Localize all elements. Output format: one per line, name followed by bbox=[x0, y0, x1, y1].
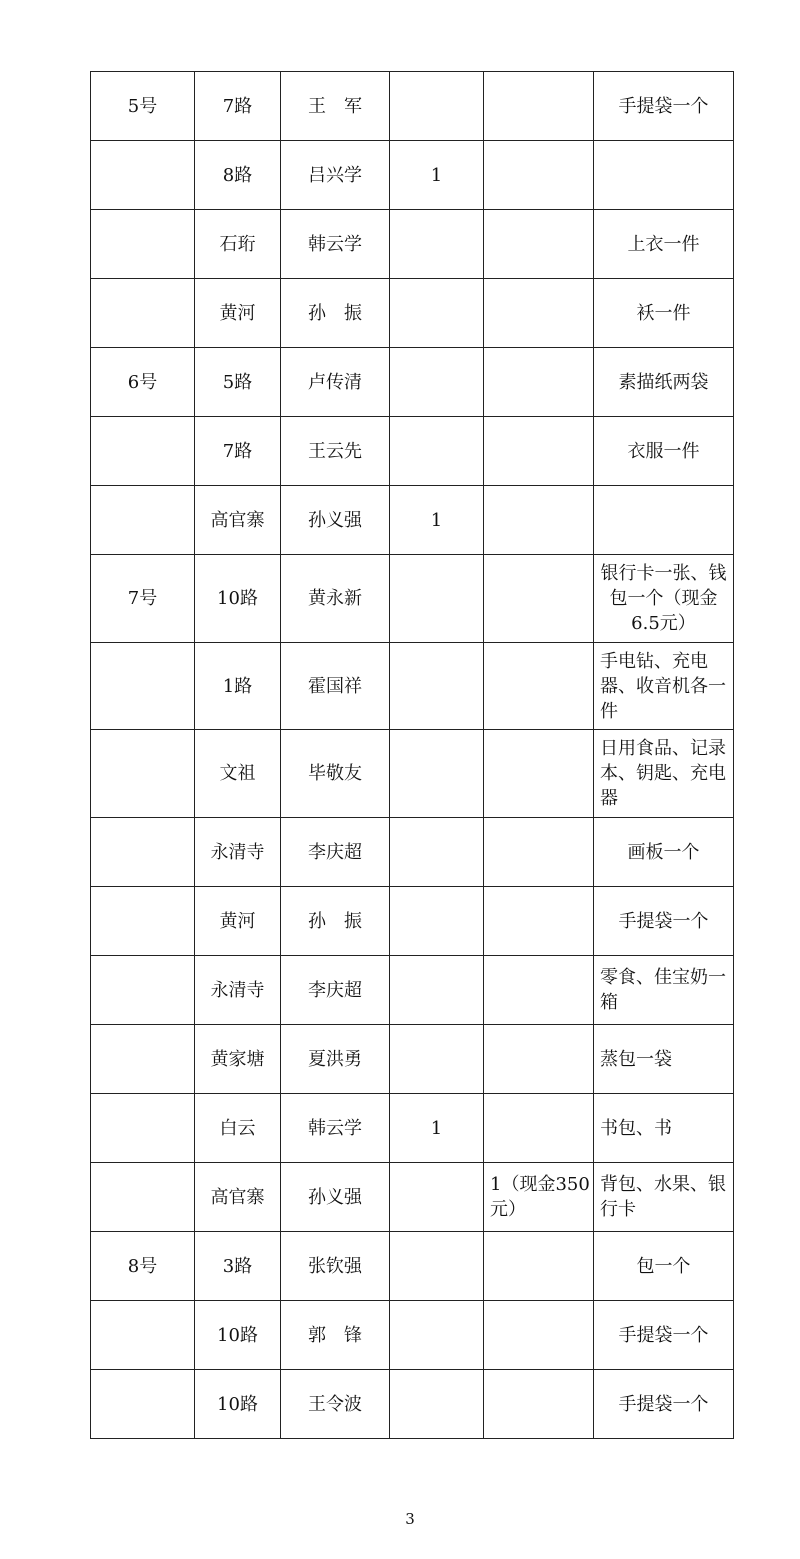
route-cell: 永清寺 bbox=[195, 956, 281, 1025]
route-cell: 5路 bbox=[195, 348, 281, 417]
cash-cell: 1（现金350元） bbox=[484, 1163, 594, 1232]
count-cell: 1 bbox=[390, 141, 484, 210]
count-cell bbox=[390, 417, 484, 486]
route-cell: 文祖 bbox=[195, 730, 281, 818]
item-cell: 背包、水果、银行卡 bbox=[594, 1163, 734, 1232]
table-row bbox=[91, 887, 734, 956]
name-cell: 郭 锋 bbox=[281, 1301, 390, 1370]
date-cell: 6号 bbox=[91, 348, 195, 417]
date-cell bbox=[91, 1025, 195, 1094]
table-row bbox=[91, 417, 734, 486]
item-cell: 画板一个 bbox=[594, 818, 734, 887]
table-row bbox=[91, 72, 734, 141]
table-row bbox=[91, 1094, 734, 1163]
route-cell: 白云 bbox=[195, 1094, 281, 1163]
route-cell: 黄河 bbox=[195, 887, 281, 956]
count-cell: 1 bbox=[390, 1094, 484, 1163]
count-cell bbox=[390, 1232, 484, 1301]
cash-cell bbox=[484, 141, 594, 210]
table-row bbox=[91, 279, 734, 348]
cash-cell bbox=[484, 555, 594, 643]
item-cell: 书包、书 bbox=[594, 1094, 734, 1163]
lost-and-found-table bbox=[90, 71, 734, 1439]
date-cell bbox=[91, 818, 195, 887]
name-cell: 夏洪勇 bbox=[281, 1025, 390, 1094]
date-cell: 5号 bbox=[91, 72, 195, 141]
date-cell bbox=[91, 141, 195, 210]
table-row bbox=[91, 1163, 734, 1232]
route-cell: 1路 bbox=[195, 643, 281, 730]
name-cell: 吕兴学 bbox=[281, 141, 390, 210]
route-cell: 10路 bbox=[195, 1370, 281, 1439]
count-cell bbox=[390, 818, 484, 887]
item-cell: 衣服一件 bbox=[594, 417, 734, 486]
item-cell: 手提袋一个 bbox=[594, 1370, 734, 1439]
name-cell: 王云先 bbox=[281, 417, 390, 486]
table-row bbox=[91, 141, 734, 210]
date-cell bbox=[91, 1094, 195, 1163]
cash-cell bbox=[484, 1232, 594, 1301]
count-cell bbox=[390, 1370, 484, 1439]
route-cell: 高官寨 bbox=[195, 1163, 281, 1232]
cash-cell bbox=[484, 1370, 594, 1439]
item-cell bbox=[594, 141, 734, 210]
date-cell bbox=[91, 730, 195, 818]
count-cell bbox=[390, 956, 484, 1025]
name-cell: 毕敬友 bbox=[281, 730, 390, 818]
date-cell bbox=[91, 887, 195, 956]
table-row bbox=[91, 1232, 734, 1301]
date-cell: 8号 bbox=[91, 1232, 195, 1301]
route-cell: 7路 bbox=[195, 72, 281, 141]
cash-cell bbox=[484, 643, 594, 730]
item-cell: 手提袋一个 bbox=[594, 72, 734, 141]
name-cell: 王令波 bbox=[281, 1370, 390, 1439]
name-cell: 孙 振 bbox=[281, 887, 390, 956]
cash-cell bbox=[484, 956, 594, 1025]
table-row bbox=[91, 555, 734, 643]
route-cell: 10路 bbox=[195, 555, 281, 643]
count-cell bbox=[390, 1025, 484, 1094]
name-cell: 韩云学 bbox=[281, 210, 390, 279]
item-cell: 零食、佳宝奶一箱 bbox=[594, 956, 734, 1025]
count-cell bbox=[390, 348, 484, 417]
count-cell bbox=[390, 730, 484, 818]
route-cell: 高官寨 bbox=[195, 486, 281, 555]
date-cell bbox=[91, 643, 195, 730]
cash-cell bbox=[484, 1301, 594, 1370]
date-cell: 7号 bbox=[91, 555, 195, 643]
name-cell: 孙义强 bbox=[281, 1163, 390, 1232]
name-cell: 黄永新 bbox=[281, 555, 390, 643]
item-cell: 包一个 bbox=[594, 1232, 734, 1301]
cash-cell bbox=[484, 1094, 594, 1163]
cash-cell bbox=[484, 818, 594, 887]
route-cell: 黄河 bbox=[195, 279, 281, 348]
date-cell bbox=[91, 956, 195, 1025]
route-cell: 3路 bbox=[195, 1232, 281, 1301]
table-row bbox=[91, 348, 734, 417]
table-row bbox=[91, 486, 734, 555]
cash-cell bbox=[484, 1025, 594, 1094]
table-row bbox=[91, 818, 734, 887]
page-number: 3 bbox=[405, 1510, 415, 1528]
table-row bbox=[91, 643, 734, 730]
item-cell: 手提袋一个 bbox=[594, 887, 734, 956]
table-row bbox=[91, 1301, 734, 1370]
table-row bbox=[91, 956, 734, 1025]
date-cell bbox=[91, 1370, 195, 1439]
date-cell bbox=[91, 417, 195, 486]
count-cell bbox=[390, 72, 484, 141]
count-cell bbox=[390, 887, 484, 956]
table-row bbox=[91, 730, 734, 818]
item-cell bbox=[594, 486, 734, 555]
date-cell bbox=[91, 486, 195, 555]
count-cell bbox=[390, 555, 484, 643]
name-cell: 李庆超 bbox=[281, 956, 390, 1025]
cash-cell bbox=[484, 348, 594, 417]
table-row bbox=[91, 1025, 734, 1094]
count-cell bbox=[390, 1301, 484, 1370]
cash-cell bbox=[484, 72, 594, 141]
item-cell: 手电钻、充电器、收音机各一件 bbox=[594, 643, 734, 730]
item-cell: 素描纸两袋 bbox=[594, 348, 734, 417]
name-cell: 卢传清 bbox=[281, 348, 390, 417]
cash-cell bbox=[484, 417, 594, 486]
item-cell: 上衣一件 bbox=[594, 210, 734, 279]
count-cell bbox=[390, 210, 484, 279]
name-cell: 张钦强 bbox=[281, 1232, 390, 1301]
name-cell: 王 军 bbox=[281, 72, 390, 141]
name-cell: 霍国祥 bbox=[281, 643, 390, 730]
table-row bbox=[91, 210, 734, 279]
count-cell bbox=[390, 1163, 484, 1232]
cash-cell bbox=[484, 279, 594, 348]
name-cell: 孙义强 bbox=[281, 486, 390, 555]
count-cell: 1 bbox=[390, 486, 484, 555]
date-cell bbox=[91, 210, 195, 279]
cash-cell bbox=[484, 730, 594, 818]
table-body bbox=[91, 72, 734, 1439]
route-cell: 8路 bbox=[195, 141, 281, 210]
count-cell bbox=[390, 643, 484, 730]
item-cell: 银行卡一张、钱包一个（现金6.5元） bbox=[594, 555, 734, 643]
name-cell: 孙 振 bbox=[281, 279, 390, 348]
item-cell: 手提袋一个 bbox=[594, 1301, 734, 1370]
cash-cell bbox=[484, 887, 594, 956]
route-cell: 永清寺 bbox=[195, 818, 281, 887]
item-cell: 袄一件 bbox=[594, 279, 734, 348]
cash-cell bbox=[484, 486, 594, 555]
name-cell: 李庆超 bbox=[281, 818, 390, 887]
item-cell: 蒸包一袋 bbox=[594, 1025, 734, 1094]
date-cell bbox=[91, 1163, 195, 1232]
cash-cell bbox=[484, 210, 594, 279]
route-cell: 黄家塘 bbox=[195, 1025, 281, 1094]
date-cell bbox=[91, 1301, 195, 1370]
count-cell bbox=[390, 279, 484, 348]
item-cell: 日用食品、记录本、钥匙、充电器 bbox=[594, 730, 734, 818]
route-cell: 10路 bbox=[195, 1301, 281, 1370]
route-cell: 7路 bbox=[195, 417, 281, 486]
table-row bbox=[91, 1370, 734, 1439]
name-cell: 韩云学 bbox=[281, 1094, 390, 1163]
route-cell: 石珩 bbox=[195, 210, 281, 279]
date-cell bbox=[91, 279, 195, 348]
